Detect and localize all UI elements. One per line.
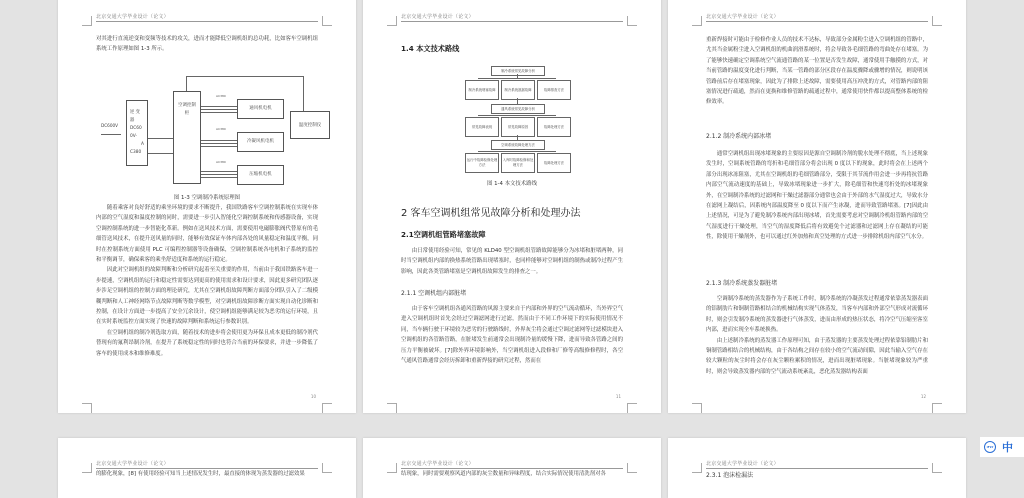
margin-corner-mark bbox=[932, 463, 942, 473]
margin-corner-mark bbox=[627, 463, 637, 473]
page-body-text bbox=[706, 149, 928, 243]
figure-caption: 图 1-4 本文技术路线 bbox=[487, 181, 537, 187]
dc-input-label: DC600V bbox=[101, 123, 119, 128]
page-header: 北京交通大学毕业设计（论文） bbox=[96, 460, 318, 469]
input-method-widget[interactable] bbox=[980, 437, 1024, 457]
language-toggle[interactable]: 中 bbox=[1002, 441, 1013, 454]
technical-roadmap-diagram: 制冷系统常见故障分析 制冷系统堵塞故障 制冷系统泄漏故障 故障排查方法 通风系统常见故障分析 常见故障表现 常见故障原因 故障处理方法 空调系统故障处理方法 运行中故障检修处理方法 入库时故障检修和处理方法 故障处理方法 bbox=[363, 0, 661, 413]
margin-corner-mark bbox=[692, 403, 702, 413]
motor-box-compressor: 压缩机电机 bbox=[237, 165, 284, 185]
margin-corner-mark bbox=[387, 403, 397, 413]
margin-corner-mark bbox=[82, 403, 92, 413]
paragraph: 在空调机组的制冷剂选取方面，随着技术的进步将会使用更为环保且成本更低的制冷剂代替现有的氟利昂制冷剂，在提升了系统稳定性的同时也符合当前的环保要求，并进一步降低了客车的使用成本和维修难度。 bbox=[96, 329, 318, 357]
page-number: 12 bbox=[920, 394, 926, 399]
page-number: 11 bbox=[615, 394, 621, 399]
control-cabinet-box: 空调控制柜 bbox=[173, 91, 201, 184]
document-page-12 bbox=[668, 0, 966, 413]
intro-paragraph: 对其进行直流逆变和变频等技术的攻关，进而才能降低空调机组的总功耗，比如客车空调机组系统工作原理如图 1-3 所示。 bbox=[96, 36, 318, 53]
page-body-text bbox=[401, 246, 623, 277]
paragraph: 通常空调机组出现冰堵现象的主要原因是源自空调制冷剂的脱水处理不彻底，当上述现象发生时，空调系统管路的弯折和毛细管部分将会出现 0 度以下的现象，此时将会在上述两个部分出现冰冻阻塞，尤其在空调机组的毛细管路部分，受限于其节流作用会进一步再将抗管路内部空气流动速度的基础上，导致冰堵现象进一步扩大，除毛细管和快速弯折处的冰堵现象外，在空调制冷系统的过滤网和干燥过滤器部分通常也会由于外部的水气湿度过大，导致水分在滤网上凝结后，因系统内部温度降至 0 度以下而产生冰凝，进而导致管路堵塞。[7]因此由上述情况，可是为了避免制冷系统内部出现冰堵，首先需要考虑对空调制冷机组管路内部的空气湿度进行干燥处理，当空气的湿度降低后将有效避免个过滤器和过滤网上存在凝结的可能性，除使用干燥剂外，也可以通过红外加热和真空处理的方式进一步排除机组内部空气水分。 bbox=[706, 151, 928, 241]
page-number: 10 bbox=[310, 394, 316, 399]
section-heading-2-1-1: 2.1.1 空调机组内部脏堵 bbox=[401, 290, 467, 297]
page-header: 北京交通大学毕业设计（论文） bbox=[401, 13, 623, 22]
paragraph: 由于客车空调机组各通风管路的风源主要来自于内部和外界的空气流动循环，当外界空气进入空调机组时首先会经过空调滤网进行过滤，然而由于不同工作环境下的实际使用情况不同，当车辆行驶于环境较为恶劣的行驶路线时，外界灰尘将会通过空调过滤网等过滤模块进入空调机组的各管路管路，在脏堵发生前通常会出现制冷量的缓慢下降，进而导致各管路之间的压力平衡被破坏。[7]除外界环境影响外，当空调机组进入段修和厂修等高级修修程时，各空气通风管路通常会经历拆卸和重新焊接的研究过程，然而在 bbox=[401, 306, 623, 365]
section-heading-2-1-3: 2.1.3 制冷系统蒸发器脏堵 bbox=[706, 280, 778, 287]
page-body-text: 结现象，同时需要观察风道内部的灰尘数量和异味程度，结合实际情况使用清洗剂对各 bbox=[401, 471, 606, 477]
paragraph: 随着乘客对良好舒适的乘坐环境的要求不断提升，我国铁路客车空调控制系统在实现车体内部的空气湿度和温度控制的同时，需要进一步引入智能化空调控制系统和传感器设备，实现空调控制系统的进一步智能化革新。例如在送风技术方面，需要使用电磁膨胀阀代替原有的毛细管送风技术，在提升送风量的同时，能够有效保证车体内部各处的风量稳定和温度平衡，同时在控制系统方面使用 PLC 可编程控制器等设备确保，空调控制系统各电机和子系统的监控和平衡调节，确保乘客的乘坐舒适度和系统的运行稳定。 bbox=[96, 205, 318, 264]
page-header: 北京交通大学毕业设计（论文） bbox=[96, 13, 318, 22]
margin-corner-mark bbox=[82, 463, 92, 473]
margin-corner-mark bbox=[932, 403, 942, 413]
margin-corner-mark bbox=[692, 463, 702, 473]
margin-corner-mark bbox=[627, 403, 637, 413]
margin-corner-mark bbox=[322, 403, 332, 413]
motor-box-fan: 通风机电机 bbox=[237, 99, 284, 119]
page-body-text: 的膨化现象，[8] 有使用经验可知当上述情况发生时，最直接的体现为蒸发器的过滤效果 bbox=[96, 471, 305, 477]
temp-controller-box: 温度控制仪 bbox=[290, 111, 330, 139]
paragraph: 重新焊接时可能由于检修作业人员的技术不达标，导致部分金属粉尘进入空调机组的管路中，尤其当金属粉尘进入空调机组的机曲润滑系统时，将会导致各毛细管路的弯曲处存在堵塞。为了能够快速确定空调系统空气流通管路的某一位置是否发生故障，通常使用手触摸的方式，对当前管路的温度变化进行判断，当某一管路的部分区段存在温度骤降或骤增的情况，则说明该管路前后存在堵塞现象，因此为了排除上述故障，需要使用高压冲洗的方式，对管路内部的阻塞情况进行疏通，然而在更换和维修管路的疏通过程中，通常使用快件都以提高整体系统的检修效率。 bbox=[706, 37, 928, 106]
document-page-10 bbox=[58, 0, 356, 413]
document-page-14 bbox=[363, 438, 661, 498]
document-page-15 bbox=[668, 438, 966, 498]
page-header: 北京交通大学毕业设计（论文） bbox=[706, 13, 928, 22]
section-heading-1-4: 1.4 本文技术路线 bbox=[401, 44, 460, 53]
ac-system-diagram: DC600V 逆 变 器 DC60 0V- A C380 空调控制柜 AC380 通风机电机 AC380 冷凝风机电机 AC380 压缩机电机 温度控制仪 bbox=[58, 0, 356, 413]
paragraph: 空调制冷系统的蒸发器作为子系统工作时，制冷系统的冷凝蒸发过程通常依靠蒸发器表面的铝制肋片和铜制管路相结合的机械结构实现气体蒸发，当客车内部和外部空气形成对流循环时，则会引发制冷系统的蒸发器进行气体蒸发，进而由形成的热压状态，将冷空气压缩至客室内部，进而实现全车系统换热。 bbox=[706, 296, 928, 334]
inverter-box: 逆 变 器 DC60 0V- A C380 bbox=[126, 100, 148, 166]
paragraph: 由上述制冷系统的蒸发器工作原理可知，由于蒸发器的主要蒸发处理过程依靠铝制肋片和铜制管路相结合的机械结构，由于各结构之间存在较小的空气流动间隙，因此当输入空气存在较大颗粒的灰尘时将会存在灰尘颗粒累积的情况，进而出现脏堵现象。当脏堵现象较为严重时，则会导致蒸发器内部的空气流动系统紊乱，恶化蒸发器结构表面 bbox=[706, 337, 928, 375]
margin-corner-mark bbox=[932, 16, 942, 26]
page-header: 北京交通大学毕业设计（论文） bbox=[401, 460, 623, 469]
motor-box-condenser: 冷凝风机电机 bbox=[237, 132, 284, 152]
document-page-13 bbox=[58, 438, 356, 498]
input-method-icon[interactable]: IFLY bbox=[984, 441, 996, 453]
section-heading-2-1: 2.1空调机组管路堵塞故障 bbox=[401, 230, 486, 239]
section-heading-2-3-1: 2.3.1 泡沫检漏法 bbox=[706, 472, 754, 479]
section-heading-2-1-2: 2.1.2 制冷系统内部冰堵 bbox=[706, 133, 772, 140]
page-body-text bbox=[96, 203, 318, 359]
page-header: 北京交通大学毕业设计（论文） bbox=[706, 460, 928, 469]
page-body-text bbox=[706, 35, 928, 108]
page-body-text bbox=[401, 304, 623, 366]
margin-corner-mark bbox=[322, 463, 332, 473]
figure-caption: 图 1-3 空调制冷系统原理图 bbox=[173, 195, 241, 201]
paragraph: 因此对空调机组的故障判断和分析研究起着至关重要的作用，当前由于我国铁路客车进一步提速，空调机组的运行和稳定性需要达到更高的使用需求和设计要求，因此更多研究团队逐步涉足空调机组的控制方面的理论研究，尤其在空调机组故障判断方面部分团队引入了二级模糊判断和人工神经网络节点故障判断等数学模型，对空调机组故障诊断方面实现自动化诊断和控制，在设计方面进一步提高了安全冗余设计，使空调机组能够满足较为恶劣的运行环境，且在实时系统监控方面实现了快速的故障判断和系统运行参数识别。 bbox=[96, 267, 318, 326]
page-body-text bbox=[706, 294, 928, 377]
document-page-11 bbox=[363, 0, 661, 413]
chapter-heading-2: 2 客车空调机组常见故障分析和处理办法 bbox=[401, 208, 581, 219]
margin-corner-mark bbox=[692, 16, 702, 26]
paragraph: 由日常使用经验可知，常见的 KLD40 型空调机组管路故障能够分为冰堵和脏堵两种，同时当空调机组内部的换热系统管路出现堵塞时，也同样能够对空调机组的制热或制冷过程产生影响，因此各类管路堵塞是空调机组故障发生的排查之一。 bbox=[401, 248, 623, 275]
margin-corner-mark bbox=[387, 463, 397, 473]
